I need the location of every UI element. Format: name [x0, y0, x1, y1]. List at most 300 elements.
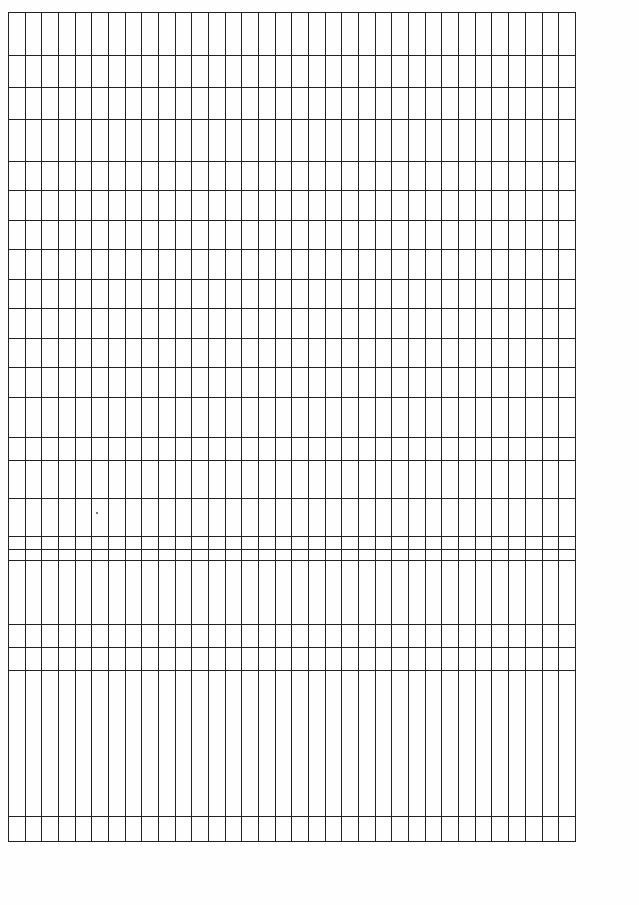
table-cell	[442, 220, 459, 250]
table-cell	[192, 549, 209, 561]
table-cell	[42, 220, 59, 250]
table-cell	[275, 537, 292, 550]
table-cell	[42, 309, 59, 339]
table-cell	[125, 191, 142, 221]
table-cell	[342, 671, 359, 817]
table-cell	[409, 537, 426, 550]
table-cell	[9, 537, 26, 550]
table-cell	[425, 161, 442, 191]
table-cell	[292, 87, 309, 119]
table-cell	[442, 368, 459, 398]
table-cell	[509, 161, 526, 191]
table-cell	[175, 250, 192, 280]
table-row	[325, 13, 342, 842]
table-row	[159, 13, 176, 842]
table-cell	[242, 309, 259, 339]
table-cell	[525, 338, 542, 368]
table-cell	[342, 647, 359, 670]
table-cell	[559, 499, 576, 537]
table-cell	[125, 438, 142, 461]
table-cell	[275, 671, 292, 817]
table-cell	[142, 397, 159, 437]
table-cell	[109, 161, 126, 191]
table-cell	[542, 161, 559, 191]
table-row	[525, 13, 542, 842]
table-cell	[259, 220, 276, 250]
table-cell	[359, 499, 376, 537]
table-cell	[109, 816, 126, 841]
table-cell	[275, 816, 292, 841]
table-cell	[342, 13, 359, 56]
table-cell	[559, 549, 576, 561]
table-row	[475, 13, 492, 842]
table-cell	[292, 624, 309, 647]
table-cell	[509, 537, 526, 550]
table-cell	[25, 816, 42, 841]
table-row	[9, 13, 26, 842]
table-cell	[459, 549, 476, 561]
table-cell	[275, 397, 292, 437]
table-cell	[109, 56, 126, 88]
table-cell	[125, 499, 142, 537]
table-cell	[292, 461, 309, 499]
table-cell	[492, 368, 509, 398]
table-cell	[42, 250, 59, 280]
table-cell	[225, 250, 242, 280]
table-cell	[42, 191, 59, 221]
table-cell	[225, 338, 242, 368]
table-cell	[359, 161, 376, 191]
table-cell	[509, 368, 526, 398]
table-cell	[392, 220, 409, 250]
table-cell	[175, 13, 192, 56]
table-cell	[359, 119, 376, 161]
table-cell	[542, 309, 559, 339]
table-cell	[159, 647, 176, 670]
table-cell	[275, 549, 292, 561]
table-cell	[59, 368, 76, 398]
table-cell	[209, 397, 226, 437]
table-cell	[275, 279, 292, 309]
table-cell	[559, 368, 576, 398]
table-cell	[9, 13, 26, 56]
table-cell	[442, 250, 459, 280]
table-cell	[525, 499, 542, 537]
table-cell	[475, 671, 492, 817]
table-cell	[459, 338, 476, 368]
table-cell	[375, 671, 392, 817]
table-cell	[92, 309, 109, 339]
table-cell	[259, 250, 276, 280]
table-cell	[242, 624, 259, 647]
table-cell	[175, 549, 192, 561]
table-cell	[459, 671, 476, 817]
table-row	[392, 13, 409, 842]
table-cell	[142, 438, 159, 461]
table-cell	[259, 499, 276, 537]
table-cell	[275, 161, 292, 191]
table-cell	[442, 161, 459, 191]
table-cell	[209, 624, 226, 647]
page-number	[612, 430, 632, 442]
table-cell	[292, 338, 309, 368]
table-cell	[175, 220, 192, 250]
table-cell	[75, 220, 92, 250]
table-cell	[42, 537, 59, 550]
table-cell	[442, 537, 459, 550]
table-cell	[9, 647, 26, 670]
table-cell	[409, 250, 426, 280]
table-cell	[309, 561, 326, 624]
table-cell	[542, 397, 559, 437]
table-cell	[125, 87, 142, 119]
table-cell	[109, 549, 126, 561]
table-cell	[125, 397, 142, 437]
table-cell	[392, 816, 409, 841]
table-cell	[475, 816, 492, 841]
table-cell	[425, 624, 442, 647]
table-cell	[292, 161, 309, 191]
table-cell	[142, 279, 159, 309]
table-cell	[92, 161, 109, 191]
table-cell	[559, 624, 576, 647]
table-cell	[75, 368, 92, 398]
table-row	[225, 13, 242, 842]
table-row	[92, 13, 109, 842]
table-row	[375, 13, 392, 842]
table-cell	[109, 461, 126, 499]
table-cell	[59, 671, 76, 817]
table-cell	[159, 537, 176, 550]
table-cell	[225, 397, 242, 437]
table-row	[42, 13, 59, 842]
table-cell	[75, 338, 92, 368]
table-cell	[325, 279, 342, 309]
table-cell	[192, 624, 209, 647]
table-cell	[492, 250, 509, 280]
table-cell	[142, 220, 159, 250]
table-cell	[375, 561, 392, 624]
table-cell	[409, 191, 426, 221]
table-cell	[109, 438, 126, 461]
table-cell	[309, 549, 326, 561]
table-cell	[559, 537, 576, 550]
table-cell	[292, 549, 309, 561]
table-cell	[409, 309, 426, 339]
table-cell	[492, 816, 509, 841]
table-cell	[309, 816, 326, 841]
table-cell	[159, 438, 176, 461]
table-cell	[375, 461, 392, 499]
table-cell	[92, 549, 109, 561]
table-cell	[25, 279, 42, 309]
table-cell	[192, 119, 209, 161]
table-cell	[92, 624, 109, 647]
table-cell	[559, 119, 576, 161]
table-cell	[509, 309, 526, 339]
table-cell	[525, 161, 542, 191]
table-row	[459, 13, 476, 842]
table-cell	[59, 549, 76, 561]
table-cell	[342, 161, 359, 191]
table-cell	[292, 671, 309, 817]
table-cell	[492, 549, 509, 561]
table-cell	[242, 368, 259, 398]
table-cell	[242, 816, 259, 841]
table-row	[142, 13, 159, 842]
table-cell	[259, 537, 276, 550]
table-cell	[559, 161, 576, 191]
table-cell	[209, 499, 226, 537]
table-cell	[209, 13, 226, 56]
table-cell	[392, 671, 409, 817]
table-cell	[425, 279, 442, 309]
table-cell	[192, 279, 209, 309]
table-cell	[92, 220, 109, 250]
table-cell	[25, 368, 42, 398]
table-cell	[159, 671, 176, 817]
table-cell	[242, 250, 259, 280]
table-cell	[92, 537, 109, 550]
table-cell	[75, 561, 92, 624]
table-cell	[425, 368, 442, 398]
table-cell	[225, 279, 242, 309]
table-cell	[9, 397, 26, 437]
table-cell	[425, 250, 442, 280]
table-cell	[9, 499, 26, 537]
table-cell	[209, 368, 226, 398]
table-cell	[509, 56, 526, 88]
table-cell	[425, 671, 442, 817]
table-cell	[292, 368, 309, 398]
table-cell	[175, 56, 192, 88]
table-cell	[192, 338, 209, 368]
table-cell	[409, 816, 426, 841]
table-cell	[392, 191, 409, 221]
table-cell	[342, 87, 359, 119]
table-cell	[159, 499, 176, 537]
table-cell	[275, 13, 292, 56]
table-cell	[559, 220, 576, 250]
table-cell	[242, 397, 259, 437]
table-cell	[109, 87, 126, 119]
table-cell	[542, 220, 559, 250]
table-cell	[275, 499, 292, 537]
table-cell	[425, 561, 442, 624]
table-cell	[275, 56, 292, 88]
table-cell	[525, 250, 542, 280]
table-cell	[192, 397, 209, 437]
table-cell	[325, 161, 342, 191]
table-cell	[375, 397, 392, 437]
table-cell	[375, 191, 392, 221]
table-cell	[309, 87, 326, 119]
table-cell	[175, 279, 192, 309]
table-cell	[309, 499, 326, 537]
table-cell	[292, 191, 309, 221]
table-cell	[25, 537, 42, 550]
table-cell	[9, 191, 26, 221]
table-cell	[392, 537, 409, 550]
scan-speck	[96, 512, 98, 514]
table-cell	[142, 368, 159, 398]
table-cell	[259, 561, 276, 624]
table-cell	[542, 56, 559, 88]
table-cell	[92, 561, 109, 624]
table-cell	[75, 191, 92, 221]
table-cell	[375, 161, 392, 191]
table-cell	[425, 647, 442, 670]
table-cell	[92, 119, 109, 161]
table-row	[175, 13, 192, 842]
table-cell	[475, 397, 492, 437]
table-cell	[225, 13, 242, 56]
table-cell	[175, 87, 192, 119]
table-cell	[559, 816, 576, 841]
table-cell	[375, 309, 392, 339]
table-cell	[359, 338, 376, 368]
table-cell	[59, 119, 76, 161]
table-cell	[292, 561, 309, 624]
table-cell	[325, 87, 342, 119]
table-cell	[25, 191, 42, 221]
table-cell	[242, 87, 259, 119]
table-cell	[125, 561, 142, 624]
table-cell	[59, 561, 76, 624]
table-cell	[75, 56, 92, 88]
table-cell	[175, 537, 192, 550]
table-cell	[242, 461, 259, 499]
table-cell	[409, 13, 426, 56]
table-cell	[259, 338, 276, 368]
table-cell	[525, 561, 542, 624]
table-cell	[375, 537, 392, 550]
table-cell	[475, 549, 492, 561]
table-cell	[509, 119, 526, 161]
table-cell	[9, 461, 26, 499]
table-cell	[325, 438, 342, 461]
table-body	[9, 13, 576, 842]
table-row	[75, 13, 92, 842]
table-cell	[142, 499, 159, 537]
table-cell	[409, 279, 426, 309]
table-cell	[59, 461, 76, 499]
table-cell	[359, 309, 376, 339]
table-cell	[209, 56, 226, 88]
table-cell	[192, 561, 209, 624]
table-cell	[559, 647, 576, 670]
table-cell	[9, 87, 26, 119]
table-cell	[92, 338, 109, 368]
table-cell	[225, 671, 242, 817]
table-cell	[475, 368, 492, 398]
table-cell	[9, 438, 26, 461]
table-cell	[309, 438, 326, 461]
table-cell	[475, 250, 492, 280]
table-cell	[75, 816, 92, 841]
table-cell	[309, 13, 326, 56]
table-cell	[75, 279, 92, 309]
table-cell	[9, 624, 26, 647]
table-cell	[525, 279, 542, 309]
table-cell	[175, 624, 192, 647]
table-cell	[442, 561, 459, 624]
table-cell	[142, 671, 159, 817]
table-cell	[75, 461, 92, 499]
table-cell	[309, 279, 326, 309]
table-cell	[25, 671, 42, 817]
table-cell	[542, 250, 559, 280]
table-cell	[459, 279, 476, 309]
table-cell	[409, 56, 426, 88]
table-cell	[425, 191, 442, 221]
table-cell	[275, 461, 292, 499]
table-cell	[409, 671, 426, 817]
table-cell	[25, 13, 42, 56]
table-cell	[425, 338, 442, 368]
table-cell	[192, 250, 209, 280]
table-cell	[309, 119, 326, 161]
table-cell	[425, 119, 442, 161]
table-cell	[542, 279, 559, 309]
table-row	[559, 13, 576, 842]
table-cell	[9, 549, 26, 561]
table-cell	[475, 647, 492, 670]
table-cell	[442, 549, 459, 561]
table-cell	[59, 250, 76, 280]
table-cell	[75, 87, 92, 119]
table-cell	[559, 56, 576, 88]
table-row	[492, 13, 509, 842]
table-cell	[392, 397, 409, 437]
table-cell	[392, 87, 409, 119]
table-cell	[142, 87, 159, 119]
table-cell	[542, 87, 559, 119]
table-cell	[192, 56, 209, 88]
table-cell	[109, 624, 126, 647]
table-row	[192, 13, 209, 842]
table-cell	[392, 250, 409, 280]
table-cell	[75, 624, 92, 647]
table-cell	[559, 191, 576, 221]
table-cell	[75, 13, 92, 56]
table-cell	[542, 537, 559, 550]
table-cell	[159, 250, 176, 280]
table-cell	[375, 87, 392, 119]
table-cell	[259, 397, 276, 437]
table-cell	[359, 671, 376, 817]
table-cell	[209, 647, 226, 670]
table-cell	[559, 438, 576, 461]
table-cell	[442, 461, 459, 499]
table-cell	[25, 647, 42, 670]
table-cell	[175, 671, 192, 817]
table-cell	[209, 549, 226, 561]
table-cell	[309, 250, 326, 280]
table-cell	[59, 338, 76, 368]
table-cell	[125, 250, 142, 280]
table-cell	[292, 537, 309, 550]
table-cell	[325, 250, 342, 280]
table-cell	[559, 309, 576, 339]
table-cell	[459, 250, 476, 280]
table-cell	[492, 119, 509, 161]
table-cell	[259, 368, 276, 398]
table-cell	[475, 191, 492, 221]
table-cell	[409, 549, 426, 561]
table-cell	[325, 338, 342, 368]
table-cell	[409, 624, 426, 647]
